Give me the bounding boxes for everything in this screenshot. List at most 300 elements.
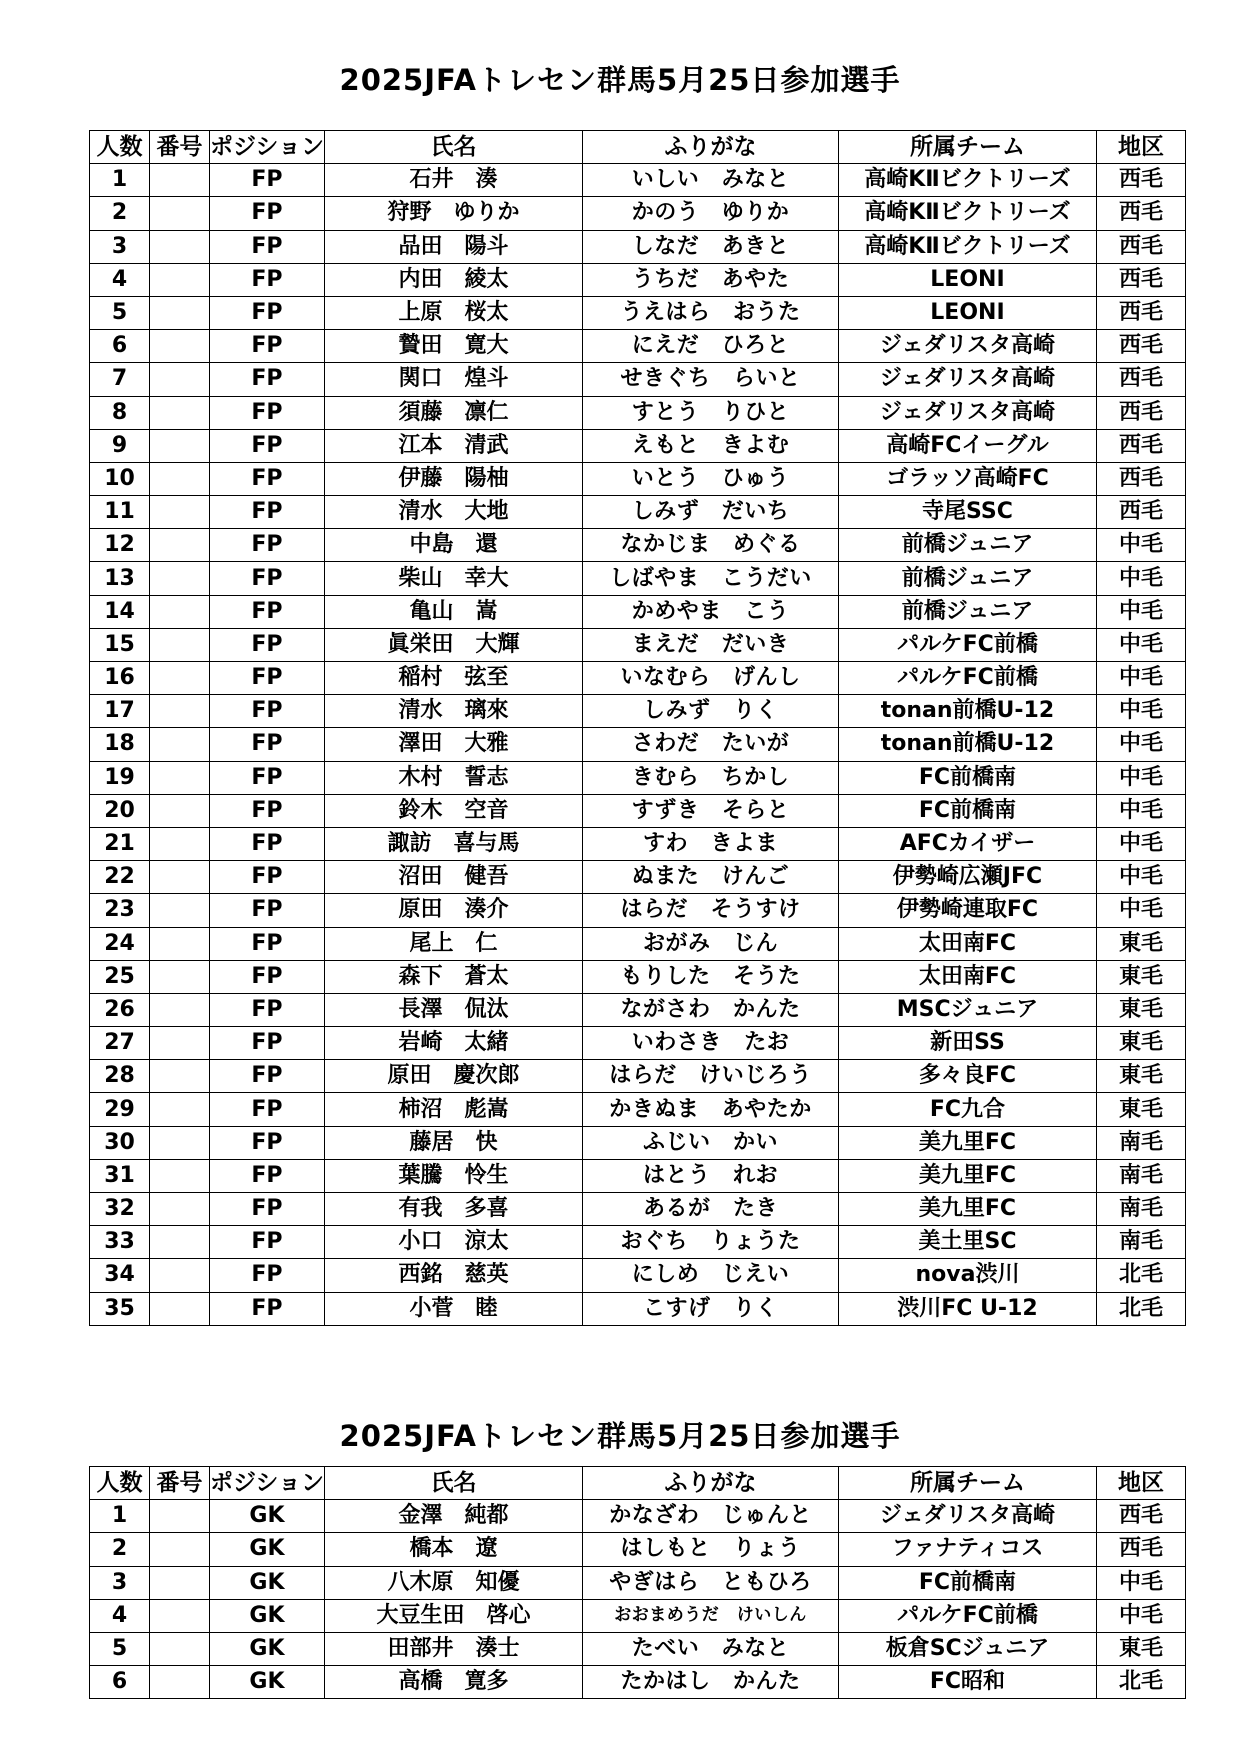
player-district-cell: 中毛 xyxy=(1096,1566,1185,1599)
player-position-cell: FP xyxy=(210,197,325,230)
player-number-cell xyxy=(150,960,210,993)
player-number-cell xyxy=(150,1500,210,1533)
table-row xyxy=(90,695,1186,728)
player-district-cell: 西毛 xyxy=(1096,197,1185,230)
player-name-cell: 稲村 弦至 xyxy=(324,662,582,695)
player-name-cell: 原田 慶次郎 xyxy=(324,1060,582,1093)
player-district-cell: 東毛 xyxy=(1096,1093,1185,1126)
player-count-cell: 34 xyxy=(90,1259,150,1292)
player-furigana-cell: しばやま こうだい xyxy=(582,562,838,595)
table-header-row xyxy=(90,131,1186,164)
player-number-cell xyxy=(150,496,210,529)
player-furigana-cell: やぎはら ともひろ xyxy=(582,1566,838,1599)
player-name-cell: 八木原 知優 xyxy=(324,1566,582,1599)
table-row xyxy=(90,1060,1186,1093)
player-team-cell: ジェダリスタ高崎 xyxy=(838,330,1096,363)
header-team: 所属チーム xyxy=(838,131,1096,164)
table-row xyxy=(90,827,1186,860)
table-row xyxy=(90,993,1186,1026)
player-number-cell xyxy=(150,197,210,230)
player-team-cell: FC前橋南 xyxy=(838,761,1096,794)
player-district-cell: 西毛 xyxy=(1096,330,1185,363)
header-furigana: ふりがな xyxy=(582,1467,838,1500)
player-position-cell: FP xyxy=(210,429,325,462)
player-team-cell: 太田南FC xyxy=(838,927,1096,960)
player-name-cell: 内田 綾太 xyxy=(324,263,582,296)
player-district-cell: 西毛 xyxy=(1096,363,1185,396)
table-row xyxy=(90,628,1186,661)
player-furigana-cell: はらだ そうすけ xyxy=(582,894,838,927)
player-name-cell: 尾上 仁 xyxy=(324,927,582,960)
player-team-cell: パルケFC前橋 xyxy=(838,628,1096,661)
player-district-cell: 中毛 xyxy=(1096,794,1185,827)
player-position-cell: GK xyxy=(210,1566,325,1599)
player-name-cell: 伊藤 陽柚 xyxy=(324,462,582,495)
player-name-cell: 上原 桜太 xyxy=(324,296,582,329)
player-district-cell: 東毛 xyxy=(1096,960,1185,993)
header-count: 人数 xyxy=(90,131,150,164)
player-number-cell xyxy=(150,628,210,661)
table-row xyxy=(90,462,1186,495)
player-number-cell xyxy=(150,164,210,197)
player-position-cell: FP xyxy=(210,927,325,960)
player-district-cell: 中毛 xyxy=(1096,529,1185,562)
table-row xyxy=(90,1292,1186,1325)
table-row xyxy=(90,1259,1186,1292)
player-furigana-cell: えもと きよむ xyxy=(582,429,838,462)
page-title: 2025JFAトレセン群馬5月25日参加選手 xyxy=(339,63,901,97)
player-district-cell: 北毛 xyxy=(1096,1666,1185,1699)
player-name-cell: 小菅 睦 xyxy=(324,1292,582,1325)
player-furigana-cell: かめやま こう xyxy=(582,595,838,628)
table-row xyxy=(90,363,1186,396)
player-count-cell: 5 xyxy=(90,296,150,329)
player-team-cell: MSCジュニア xyxy=(838,993,1096,1026)
player-furigana-cell: いなむら げんし xyxy=(582,662,838,695)
player-team-cell: ゴラッソ高崎FC xyxy=(838,462,1096,495)
player-number-cell xyxy=(150,330,210,363)
player-number-cell xyxy=(150,1533,210,1566)
player-district-cell: 北毛 xyxy=(1096,1292,1185,1325)
player-count-cell: 7 xyxy=(90,363,150,396)
player-number-cell xyxy=(150,695,210,728)
header-furigana: ふりがな xyxy=(582,131,838,164)
player-count-cell: 27 xyxy=(90,1027,150,1060)
player-count-cell: 29 xyxy=(90,1093,150,1126)
player-district-cell: 南毛 xyxy=(1096,1126,1185,1159)
table-row xyxy=(90,728,1186,761)
player-furigana-cell: ふじい かい xyxy=(582,1126,838,1159)
player-count-cell: 15 xyxy=(90,628,150,661)
player-name-cell: 須藤 凛仁 xyxy=(324,396,582,429)
player-number-cell xyxy=(150,1666,210,1699)
player-position-cell: FP xyxy=(210,164,325,197)
player-position-cell: GK xyxy=(210,1599,325,1632)
player-position-cell: FP xyxy=(210,894,325,927)
player-district-cell: 中毛 xyxy=(1096,1599,1185,1632)
player-count-cell: 32 xyxy=(90,1193,150,1226)
header-team: 所属チーム xyxy=(838,1467,1096,1500)
player-position-cell: GK xyxy=(210,1533,325,1566)
player-count-cell: 19 xyxy=(90,761,150,794)
player-furigana-cell: うちだ あやた xyxy=(582,263,838,296)
player-position-cell: FP xyxy=(210,761,325,794)
player-number-cell xyxy=(150,263,210,296)
player-district-cell: 西毛 xyxy=(1096,462,1185,495)
table-row xyxy=(90,529,1186,562)
table-row xyxy=(90,927,1186,960)
player-position-cell: FP xyxy=(210,993,325,1026)
player-number-cell xyxy=(150,1632,210,1665)
table-header-row xyxy=(90,1467,1186,1500)
player-count-cell: 8 xyxy=(90,396,150,429)
player-furigana-cell: まえだ だいき xyxy=(582,628,838,661)
player-count-cell: 26 xyxy=(90,993,150,1026)
player-team-cell: 高崎FCイーグル xyxy=(838,429,1096,462)
player-furigana-cell: おがみ じん xyxy=(582,927,838,960)
player-name-cell: 沼田 健吾 xyxy=(324,861,582,894)
table-row xyxy=(90,960,1186,993)
player-team-cell: 多々良FC xyxy=(838,1060,1096,1093)
player-furigana-cell: にえだ ひろと xyxy=(582,330,838,363)
player-position-cell: FP xyxy=(210,562,325,595)
player-number-cell xyxy=(150,296,210,329)
player-furigana-cell: すわ きよま xyxy=(582,827,838,860)
player-position-cell: FP xyxy=(210,861,325,894)
player-furigana-cell: しなだ あきと xyxy=(582,230,838,263)
player-count-cell: 3 xyxy=(90,230,150,263)
player-district-cell: 東毛 xyxy=(1096,993,1185,1026)
player-name-cell: 金澤 純都 xyxy=(324,1500,582,1533)
player-position-cell: FP xyxy=(210,728,325,761)
player-name-cell: 小口 涼太 xyxy=(324,1226,582,1259)
player-position-cell: FP xyxy=(210,296,325,329)
player-name-cell: 藤居 快 xyxy=(324,1126,582,1159)
player-count-cell: 16 xyxy=(90,662,150,695)
player-furigana-cell: にしめ じえい xyxy=(582,1259,838,1292)
header-number: 番号 xyxy=(150,131,210,164)
table-row xyxy=(90,164,1186,197)
player-team-cell: tonan前橋U-12 xyxy=(838,728,1096,761)
player-count-cell: 6 xyxy=(90,330,150,363)
player-position-cell: FP xyxy=(210,1126,325,1159)
player-name-cell: 亀山 嵩 xyxy=(324,595,582,628)
player-furigana-cell: はとう れお xyxy=(582,1159,838,1192)
player-furigana-cell: おぐち りょうた xyxy=(582,1226,838,1259)
player-position-cell: FP xyxy=(210,263,325,296)
player-team-cell: FC九合 xyxy=(838,1093,1096,1126)
player-number-cell xyxy=(150,1027,210,1060)
player-district-cell: 中毛 xyxy=(1096,761,1185,794)
table-row xyxy=(90,1226,1186,1259)
player-count-cell: 14 xyxy=(90,595,150,628)
player-district-cell: 中毛 xyxy=(1096,894,1185,927)
player-furigana-cell: はしもと りょう xyxy=(582,1533,838,1566)
player-furigana-cell: しみず りく xyxy=(582,695,838,728)
player-team-cell: パルケFC前橋 xyxy=(838,1599,1096,1632)
player-number-cell xyxy=(150,1566,210,1599)
table-row xyxy=(90,429,1186,462)
player-district-cell: 北毛 xyxy=(1096,1259,1185,1292)
player-district-cell: 西毛 xyxy=(1096,496,1185,529)
table-row xyxy=(90,263,1186,296)
player-name-cell: 江本 清武 xyxy=(324,429,582,462)
player-position-cell: FP xyxy=(210,1292,325,1325)
table-row xyxy=(90,794,1186,827)
player-furigana-cell: いとう ひゅう xyxy=(582,462,838,495)
player-count-cell: 2 xyxy=(90,1533,150,1566)
header-district: 地区 xyxy=(1096,131,1185,164)
player-district-cell: 南毛 xyxy=(1096,1226,1185,1259)
player-position-cell: FP xyxy=(210,595,325,628)
player-district-cell: 西毛 xyxy=(1096,396,1185,429)
player-team-cell: LEONI xyxy=(838,296,1096,329)
player-name-cell: 西銘 慈英 xyxy=(324,1259,582,1292)
player-number-cell xyxy=(150,1193,210,1226)
player-district-cell: 西毛 xyxy=(1096,296,1185,329)
player-name-cell: 品田 陽斗 xyxy=(324,230,582,263)
player-position-cell: FP xyxy=(210,496,325,529)
player-district-cell: 中毛 xyxy=(1096,662,1185,695)
player-name-cell: 澤田 大雅 xyxy=(324,728,582,761)
player-furigana-cell: せきぐち らいと xyxy=(582,363,838,396)
player-position-cell: FP xyxy=(210,363,325,396)
player-number-cell xyxy=(150,993,210,1026)
table-row xyxy=(90,1599,1186,1632)
player-team-cell: LEONI xyxy=(838,263,1096,296)
player-team-cell: 太田南FC xyxy=(838,960,1096,993)
player-furigana-cell: かなざわ じゅんと xyxy=(582,1500,838,1533)
player-district-cell: 中毛 xyxy=(1096,728,1185,761)
player-position-cell: FP xyxy=(210,230,325,263)
player-count-cell: 6 xyxy=(90,1666,150,1699)
player-position-cell: FP xyxy=(210,695,325,728)
player-team-cell: AFCカイザー xyxy=(838,827,1096,860)
player-team-cell: 美九里FC xyxy=(838,1126,1096,1159)
player-number-cell xyxy=(150,1060,210,1093)
player-count-cell: 13 xyxy=(90,562,150,595)
player-position-cell: FP xyxy=(210,960,325,993)
player-team-cell: FC昭和 xyxy=(838,1666,1096,1699)
table-row xyxy=(90,1632,1186,1665)
player-position-cell: GK xyxy=(210,1632,325,1665)
player-district-cell: 西毛 xyxy=(1096,1500,1185,1533)
player-team-cell: ファナティコス xyxy=(838,1533,1096,1566)
fp-roster-table xyxy=(89,130,1186,1326)
player-name-cell: 石井 湊 xyxy=(324,164,582,197)
player-district-cell: 東毛 xyxy=(1096,1632,1185,1665)
player-furigana-cell: あるが たき xyxy=(582,1193,838,1226)
player-team-cell: 前橋ジュニア xyxy=(838,529,1096,562)
player-count-cell: 4 xyxy=(90,263,150,296)
player-district-cell: 中毛 xyxy=(1096,827,1185,860)
player-district-cell: 西毛 xyxy=(1096,429,1185,462)
player-name-cell: 森下 蒼太 xyxy=(324,960,582,993)
player-name-cell: 有我 多喜 xyxy=(324,1193,582,1226)
player-district-cell: 南毛 xyxy=(1096,1159,1185,1192)
player-position-cell: FP xyxy=(210,1027,325,1060)
player-count-cell: 31 xyxy=(90,1159,150,1192)
player-furigana-cell: もりした そうた xyxy=(582,960,838,993)
player-number-cell xyxy=(150,363,210,396)
table-row xyxy=(90,396,1186,429)
header-position: ポジション xyxy=(210,1467,325,1500)
player-count-cell: 20 xyxy=(90,794,150,827)
player-name-cell: 高橋 寛多 xyxy=(324,1666,582,1699)
player-count-cell: 5 xyxy=(90,1632,150,1665)
table-row xyxy=(90,496,1186,529)
header-position: ポジション xyxy=(210,131,325,164)
player-name-cell: 葉騰 怜生 xyxy=(324,1159,582,1192)
player-team-cell: nova渋川 xyxy=(838,1259,1096,1292)
player-position-cell: FP xyxy=(210,827,325,860)
player-team-cell: 高崎KⅡビクトリーズ xyxy=(838,230,1096,263)
player-team-cell: ジェダリスタ高崎 xyxy=(838,1500,1096,1533)
player-district-cell: 西毛 xyxy=(1096,230,1185,263)
player-position-cell: FP xyxy=(210,1060,325,1093)
player-number-cell xyxy=(150,562,210,595)
player-count-cell: 28 xyxy=(90,1060,150,1093)
player-position-cell: FP xyxy=(210,1159,325,1192)
player-number-cell xyxy=(150,429,210,462)
player-team-cell: 寺尾SSC xyxy=(838,496,1096,529)
player-count-cell: 33 xyxy=(90,1226,150,1259)
player-furigana-cell: いしい みなと xyxy=(582,164,838,197)
player-name-cell: 橋本 遼 xyxy=(324,1533,582,1566)
player-team-cell: ジェダリスタ高崎 xyxy=(838,363,1096,396)
player-count-cell: 23 xyxy=(90,894,150,927)
player-position-cell: FP xyxy=(210,529,325,562)
player-position-cell: GK xyxy=(210,1666,325,1699)
player-count-cell: 10 xyxy=(90,462,150,495)
player-team-cell: FC前橋南 xyxy=(838,794,1096,827)
player-number-cell xyxy=(150,529,210,562)
player-number-cell xyxy=(150,1093,210,1126)
table-row xyxy=(90,595,1186,628)
player-district-cell: 中毛 xyxy=(1096,628,1185,661)
player-name-cell: 田部井 湊士 xyxy=(324,1632,582,1665)
player-number-cell xyxy=(150,1292,210,1325)
player-furigana-cell: しみず だいち xyxy=(582,496,838,529)
player-furigana-cell: うえはら おうた xyxy=(582,296,838,329)
player-furigana-cell: さわだ たいが xyxy=(582,728,838,761)
player-district-cell: 西毛 xyxy=(1096,263,1185,296)
player-team-cell: 美九里FC xyxy=(838,1193,1096,1226)
player-name-cell: 諏訪 喜与馬 xyxy=(324,827,582,860)
player-district-cell: 西毛 xyxy=(1096,1533,1185,1566)
player-team-cell: tonan前橋U-12 xyxy=(838,695,1096,728)
table-row xyxy=(90,1093,1186,1126)
player-count-cell: 4 xyxy=(90,1599,150,1632)
header-name: 氏名 xyxy=(324,131,582,164)
player-number-cell xyxy=(150,761,210,794)
player-number-cell xyxy=(150,827,210,860)
player-position-cell: FP xyxy=(210,462,325,495)
player-name-cell: 長澤 侃汰 xyxy=(324,993,582,1026)
player-count-cell: 17 xyxy=(90,695,150,728)
player-name-cell: 原田 湊介 xyxy=(324,894,582,927)
player-position-cell: FP xyxy=(210,1226,325,1259)
player-district-cell: 東毛 xyxy=(1096,927,1185,960)
player-name-cell: 清水 璃來 xyxy=(324,695,582,728)
table-row xyxy=(90,1159,1186,1192)
player-count-cell: 2 xyxy=(90,197,150,230)
player-district-cell: 南毛 xyxy=(1096,1193,1185,1226)
player-count-cell: 1 xyxy=(90,164,150,197)
player-team-cell: 新田SS xyxy=(838,1027,1096,1060)
player-count-cell: 24 xyxy=(90,927,150,960)
player-furigana-cell: かのう ゆりか xyxy=(582,197,838,230)
player-name-cell: 清水 大地 xyxy=(324,496,582,529)
player-count-cell: 21 xyxy=(90,827,150,860)
player-position-cell: FP xyxy=(210,330,325,363)
table-row xyxy=(90,1027,1186,1060)
player-furigana-cell: こすげ りく xyxy=(582,1292,838,1325)
player-name-cell: 眞栄田 大輝 xyxy=(324,628,582,661)
player-position-cell: FP xyxy=(210,1093,325,1126)
player-number-cell xyxy=(150,894,210,927)
player-team-cell: 伊勢崎広瀬JFC xyxy=(838,861,1096,894)
player-district-cell: 東毛 xyxy=(1096,1027,1185,1060)
player-position-cell: GK xyxy=(210,1500,325,1533)
player-name-cell: 大豆生田 啓心 xyxy=(324,1599,582,1632)
player-district-cell: 西毛 xyxy=(1096,164,1185,197)
player-count-cell: 18 xyxy=(90,728,150,761)
player-team-cell: 前橋ジュニア xyxy=(838,562,1096,595)
player-number-cell xyxy=(150,861,210,894)
player-count-cell: 9 xyxy=(90,429,150,462)
player-count-cell: 22 xyxy=(90,861,150,894)
player-number-cell xyxy=(150,396,210,429)
player-team-cell: 渋川FC U-12 xyxy=(838,1292,1096,1325)
player-furigana-cell: いわさき たお xyxy=(582,1027,838,1060)
player-district-cell: 中毛 xyxy=(1096,595,1185,628)
player-name-cell: 鈴木 空音 xyxy=(324,794,582,827)
player-number-cell xyxy=(150,1126,210,1159)
player-number-cell xyxy=(150,1159,210,1192)
player-position-cell: FP xyxy=(210,1259,325,1292)
player-number-cell xyxy=(150,794,210,827)
table-row xyxy=(90,230,1186,263)
player-name-cell: 贄田 寛大 xyxy=(324,330,582,363)
player-team-cell: ジェダリスタ高崎 xyxy=(838,396,1096,429)
player-team-cell: 高崎KⅡビクトリーズ xyxy=(838,197,1096,230)
player-name-cell: 柿沼 彪嵩 xyxy=(324,1093,582,1126)
player-furigana-cell: きむら ちかし xyxy=(582,761,838,794)
player-number-cell xyxy=(150,1226,210,1259)
player-count-cell: 25 xyxy=(90,960,150,993)
player-furigana-cell: はらだ けいじろう xyxy=(582,1060,838,1093)
table-row xyxy=(90,894,1186,927)
player-team-cell: 板倉SCジュニア xyxy=(838,1632,1096,1665)
player-count-cell: 12 xyxy=(90,529,150,562)
player-number-cell xyxy=(150,462,210,495)
player-number-cell xyxy=(150,230,210,263)
header-count: 人数 xyxy=(90,1467,150,1500)
table-row xyxy=(90,330,1186,363)
player-furigana-cell: ぬまた けんご xyxy=(582,861,838,894)
player-furigana-cell: すとう りひと xyxy=(582,396,838,429)
player-number-cell xyxy=(150,728,210,761)
player-number-cell xyxy=(150,662,210,695)
player-number-cell xyxy=(150,1599,210,1632)
table-row xyxy=(90,562,1186,595)
table-row xyxy=(90,662,1186,695)
player-team-cell: 美九里FC xyxy=(838,1159,1096,1192)
player-position-cell: FP xyxy=(210,628,325,661)
player-position-cell: FP xyxy=(210,1193,325,1226)
player-count-cell: 11 xyxy=(90,496,150,529)
